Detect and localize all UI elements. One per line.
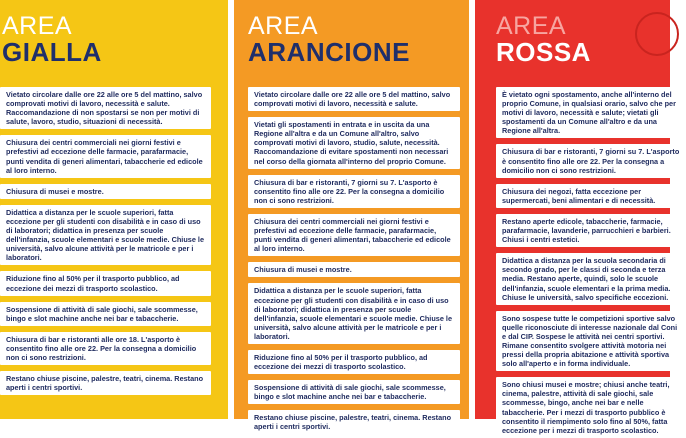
rule-item: [248, 175, 460, 208]
rule-item: [0, 271, 211, 295]
rule-text: Riduzione fino al 50% per il trasporto pubblico, ad eccezione dei mezzi di trasporto scolastico.: [6, 274, 180, 293]
rule-text: Chiusura di musei e mostre.: [254, 265, 352, 275]
rule-text: Chiusura dei centri commerciali nei giorni festivi e prefestivi ad eccezione delle farmacie, parafarmacie, punti vendita di generi alimentari, tabaccherie ed edicole al loro interno.: [254, 216, 451, 254]
area-rossa-title-line2: ROSSA: [496, 37, 591, 67]
area-rossa-title-line1: AREA: [496, 12, 567, 40]
rule-item: [248, 380, 460, 404]
rule-item: [496, 377, 686, 438]
rule-item: [496, 253, 686, 304]
area-gialla-panel: [0, 0, 228, 419]
area-rossa-panel: [475, 0, 680, 435]
rule-item: [248, 214, 460, 256]
rule-item: [248, 262, 460, 277]
rule-item: [0, 135, 211, 177]
rule-item: [496, 144, 686, 177]
rule-text: Chiusura di bar e ristoranti, 7 giorni su 7. L'asporto è consentito fino alle ore 22. Per la consegna a domicilio non ci sono restrizioni.: [254, 177, 445, 205]
rule-item: [248, 283, 460, 344]
rule-item: [496, 311, 686, 372]
area-arancione-title-line1: AREA: [248, 12, 319, 40]
rule-text: Didattica a distanza per le scuole superiori, fatta eccezione per gli studenti con disabilità e in caso di uso di laboratori; didattica in presenza per scuole dell'infanzia, scuole elementari e scuole medie. Chiuse le università, salvo alcune attività per le matricole e per i laboratori.: [6, 207, 205, 263]
rule-text: Sospensione di attività di sale giochi, sale scommesse, bingo e slot machine anche nei bar e tabaccherie.: [254, 383, 446, 402]
rule-text: Didattica a distanza per le scuole superiori, fatta eccezione per gli studenti con disabilità e in caso di uso di laboratori; didattica in presenza per scuole dell'infanzia, scuole elementari e scuole medie. Chiuse le università, salvo alcune attività per le matricole e per i laboratori.: [254, 286, 453, 341]
area-rossa-header: [496, 14, 591, 65]
rule-item: [496, 184, 686, 208]
rule-text: È vietato ogni spostamento, anche all'interno del proprio Comune, in qualsiasi orario, salvo che per motivi di lavoro, necessità e salute; vietati gli spostamenti da un Comune all'altro e da una Regione all'altra.: [502, 90, 676, 136]
rule-text: Riduzione fino al 50% per il trasporto pubblico, ad eccezione dei mezzi di trasporto scolastico.: [254, 352, 428, 372]
rule-item: [496, 214, 686, 247]
rule-text: Restano aperte edicole, tabaccherie, farmacie, parafarmacie, lavanderie, parrucchieri e barbieri. Chiusi i centri estetici.: [502, 216, 671, 245]
rule-item: [0, 302, 211, 326]
rule-item: [0, 332, 211, 365]
area-arancione-title-line2: ARANCIONE: [248, 37, 410, 67]
rule-item: [248, 87, 460, 111]
area-arancione-rules-list: [248, 87, 460, 432]
rule-item: [248, 350, 460, 374]
rule-item: [248, 117, 460, 168]
rule-item: [0, 184, 211, 199]
area-gialla-header: [2, 14, 102, 65]
rule-item: [248, 410, 460, 434]
area-arancione-panel: [234, 0, 469, 432]
area-gialla-title-line1: AREA: [2, 12, 73, 40]
rule-text: Vietato circolare dalle ore 22 alle ore 5 del mattino, salvo comprovati motivi di lavoro, necessità e salute.: [254, 90, 451, 109]
rule-item: [0, 205, 211, 266]
rule-text: Sono sospese tutte le competizioni sportive salvo quelle riconosciute di interesse nazionale dal Coni e dal CIP. Sospese le attività nei centri sportivi. Rimane consentito svolgere attività motoria nei pressi della propria abitazione e attività sportiva solo all'aperto e in forma individuale.: [502, 313, 678, 369]
area-rossa-rules-list: [496, 87, 686, 435]
area-arancione-header: [248, 14, 410, 65]
rule-text: Vietati gli spostamenti in entrata e in uscita da una Regione all'altra e da un Comune all'altro, salvo comprovati motivi di lavoro, studio, salute, necessità. Raccomandazione di evitare spostamenti non necessari nel corso della giornata all'interno del proprio Comune.: [254, 120, 449, 166]
rule-text: Vietato circolare dalle ore 22 alle ore 5 del mattino, salvo comprovati motivi di lavoro, necessità e salute. Raccomandazione di non spostarsi se non per motivi di salute, lavoro, studio, situazioni di necessità.: [6, 90, 203, 127]
area-gialla-rules-list: [0, 87, 211, 419]
rule-item: [496, 87, 686, 138]
rule-text: Chiusura di musei e mostre.: [6, 186, 104, 196]
rule-text: Sospensione di attività di sale giochi, sale scommesse, bingo e slot machine anche nei bar e tabaccherie.: [6, 304, 198, 323]
rule-text: Chiusura dei negozi, fatta eccezione per supermercati, beni alimentari e di necessità.: [502, 186, 656, 205]
area-gialla-title-line2: GIALLA: [2, 37, 102, 67]
rule-item: [0, 371, 211, 395]
republic-seal-icon: [635, 12, 679, 56]
rule-text: Didattica a distanza per la scuola secondaria di secondo grado, per le classi di seconda e terza media. Restano aperte, quindi, solo le scuole dell'infanzia, scuole elementari e la prima media. Chiuse le università, salvo specifiche eccezioni.: [502, 256, 671, 302]
rule-text: Sono chiusi musei e mostre; chiusi anche teatri, cinema, palestre, attività di sale giochi, sale scommesse, bingo, anche nei bar e nelle tabaccherie. Per i mezzi di trasporto pubblico è consentito il riempimento solo fino al 50%, fatta eccezione per i mezzi di trasporto scolastico.: [502, 380, 670, 435]
rule-text: Chiusura dei centri commerciali nei giorni festivi e prefestivi ad eccezione delle farmacie, parafarmacie, punti vendita di generi alimentari, tabaccherie ed edicole al loro interno.: [6, 138, 203, 175]
rule-text: Chiusura di bar e ristoranti alle ore 18. L'asporto è consentito fino alle ore 22. Per la consegna a domicilio non ci sono restrizioni.: [6, 334, 197, 362]
rule-text: Chiusura di bar e ristoranti, 7 giorni su 7. L'asporto è consentito fino alle ore 22. Per la consegna a domicilio non ci sono restrizioni.: [502, 147, 680, 175]
rule-item: [0, 87, 211, 129]
rule-text: Restano chiuse piscine, palestre, teatri, cinema. Restano aperti i centri sportivi.: [254, 413, 452, 432]
rule-text: Restano chiuse piscine, palestre, teatri, cinema. Restano aperti i centri sportivi.: [6, 374, 204, 393]
